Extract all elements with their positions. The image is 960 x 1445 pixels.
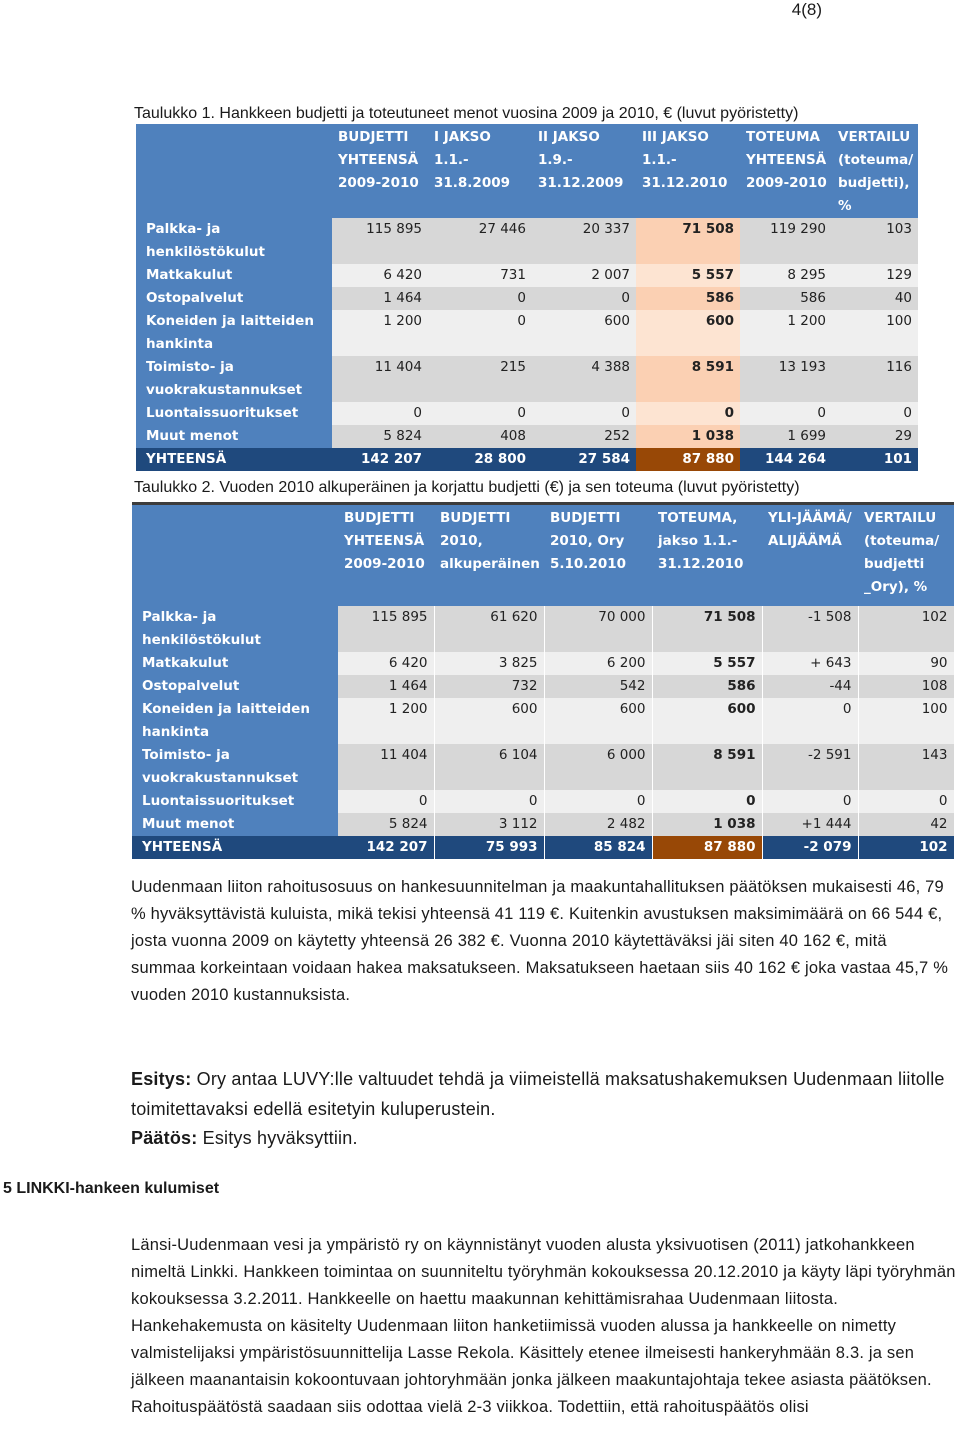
table-cell: 3 825 xyxy=(434,652,544,675)
table-cell: 1 200 xyxy=(740,310,832,356)
proposal-line xyxy=(131,1065,951,1124)
table-cell: 6 104 xyxy=(434,744,544,790)
table-cell: 0 xyxy=(338,790,434,813)
table-cell: 1 464 xyxy=(338,675,434,698)
table-cell: 20 337 xyxy=(532,218,636,264)
table-cell: 102 xyxy=(858,606,954,652)
row-label: YHTEENSÄ xyxy=(136,448,332,471)
header-cell: TOTEUMA, jakso 1.1.- 31.12.2010 xyxy=(652,504,762,606)
table-cell: 11 404 xyxy=(338,744,434,790)
table-cell: 5 557 xyxy=(636,264,740,287)
funding-paragraph: Uudenmaan liiton rahoitusosuus on hankesuunnitelman ja maakuntahallituksen päätöksen mukaisesti 46, 79 % hyväksyttävistä kuluista, mikä tekisi yhteensä 41 119 €. Kuitenkin avustuksen maksimimäärä on 66 544 €, josta vuonna 2009 on käytetty yhteensä 26 382 €. Vuonna 2010 käytettäväksi jäi siten 40 162 €, mitä summaa korkeintaan voidaan hakea maksatukseen. Maksatukseen haetaan siis 40 162 € joka vastaa 45,7 % vuoden 2010 kustannuksista. xyxy=(131,878,949,1004)
table-cell: 71 508 xyxy=(636,218,740,264)
table-cell: -2 591 xyxy=(762,744,858,790)
table-row xyxy=(132,698,954,744)
table-cell: 27 446 xyxy=(428,218,532,264)
table-cell: + 643 xyxy=(762,652,858,675)
table-cell: 102 xyxy=(858,836,954,859)
table-cell: 42 xyxy=(858,813,954,836)
table-cell: 600 xyxy=(652,698,762,744)
header-cell: II JAKSO 1.9.- 31.12.2009 xyxy=(532,124,636,218)
table-cell: -44 xyxy=(762,675,858,698)
table-cell: 8 591 xyxy=(652,744,762,790)
table-cell: 71 508 xyxy=(652,606,762,652)
table-cell: 0 xyxy=(858,790,954,813)
table-cell: 90 xyxy=(858,652,954,675)
table-cell: 0 xyxy=(532,287,636,310)
table-cell: 142 207 xyxy=(332,448,428,471)
table-cell: 61 620 xyxy=(434,606,544,652)
header-cell: BUDJETTI 2010, Ory 5.10.2010 xyxy=(544,504,652,606)
table-row xyxy=(136,287,918,310)
header-cell: III JAKSO 1.1.- 31.12.2010 xyxy=(636,124,740,218)
table-cell: 108 xyxy=(858,675,954,698)
table-row xyxy=(132,790,954,813)
table-cell: 2 482 xyxy=(544,813,652,836)
table-cell: 0 xyxy=(544,790,652,813)
budget-2010-table xyxy=(132,502,955,859)
table-cell: +1 444 xyxy=(762,813,858,836)
row-label: Luontaissuoritukset xyxy=(136,402,332,425)
table-cell: 1 699 xyxy=(740,425,832,448)
table-cell: 40 xyxy=(832,287,918,310)
table-cell: 6 420 xyxy=(338,652,434,675)
table-row xyxy=(132,744,954,790)
header-cell: VERTAILU (toteuma/ budjetti), % xyxy=(832,124,918,218)
table-cell: 129 xyxy=(832,264,918,287)
header-cell: BUDJETTI YHTEENSÄ 2009-2010 xyxy=(332,124,428,218)
table-cell: 8 591 xyxy=(636,356,740,402)
table-cell: 119 290 xyxy=(740,218,832,264)
table-cell: 600 xyxy=(544,698,652,744)
table-cell: 0 xyxy=(636,402,740,425)
table-cell: 5 557 xyxy=(652,652,762,675)
table-cell: 144 264 xyxy=(740,448,832,471)
decision-line xyxy=(131,1124,951,1154)
decision-label: Päätös: xyxy=(131,1128,198,1148)
table-cell: 586 xyxy=(740,287,832,310)
table-cell: 13 193 xyxy=(740,356,832,402)
row-label: Toimisto- ja vuokrakustannukset xyxy=(132,744,338,790)
table2-caption: Taulukko 2. Vuoden 2010 alkuperäinen ja korjattu budjetti (€) ja sen toteuma (luvut pyöristetty) xyxy=(134,479,800,496)
table-cell: 0 xyxy=(762,698,858,744)
table-cell: 732 xyxy=(434,675,544,698)
row-label: Toimisto- ja vuokrakustannukset xyxy=(136,356,332,402)
row-label: YHTEENSÄ xyxy=(132,836,338,859)
row-label: Ostopalvelut xyxy=(132,675,338,698)
table1-caption: Taulukko 1. Hankkeen budjetti ja toteutuneet menot vuosina 2009 ja 2010, € (luvut pyöristetty) xyxy=(134,105,799,122)
table-row xyxy=(136,218,918,264)
header-cell: VERTAILU (toteuma/ budjetti _Ory), % xyxy=(858,504,954,606)
row-label: Palkka- ja henkilöstökulut xyxy=(132,606,338,652)
table-total-row xyxy=(132,836,954,859)
table-cell: 115 895 xyxy=(332,218,428,264)
row-label: Koneiden ja laitteiden hankinta xyxy=(132,698,338,744)
table-cell: 1 200 xyxy=(338,698,434,744)
row-label: Luontaissuoritukset xyxy=(132,790,338,813)
table-row xyxy=(132,675,954,698)
table-cell: 600 xyxy=(636,310,740,356)
table-cell: 1 038 xyxy=(636,425,740,448)
table-cell: 0 xyxy=(652,790,762,813)
row-label: Palkka- ja henkilöstökulut xyxy=(136,218,332,264)
table-cell: 143 xyxy=(858,744,954,790)
table-cell: 116 xyxy=(832,356,918,402)
table-cell: 0 xyxy=(434,790,544,813)
table-cell: 542 xyxy=(544,675,652,698)
table-cell: 6 420 xyxy=(332,264,428,287)
table-cell: 215 xyxy=(428,356,532,402)
table-cell: 252 xyxy=(532,425,636,448)
table-cell: 1 038 xyxy=(652,813,762,836)
row-label: Ostopalvelut xyxy=(136,287,332,310)
table-cell: 101 xyxy=(832,448,918,471)
table-cell: 5 824 xyxy=(332,425,428,448)
table-cell: 28 800 xyxy=(428,448,532,471)
table-cell: 3 112 xyxy=(434,813,544,836)
table-cell: 6 000 xyxy=(544,744,652,790)
header-cell xyxy=(132,504,338,606)
table-cell: 142 207 xyxy=(338,836,434,859)
table-cell: -1 508 xyxy=(762,606,858,652)
table-cell: 11 404 xyxy=(332,356,428,402)
table-cell: 29 xyxy=(832,425,918,448)
table-cell: 0 xyxy=(428,402,532,425)
row-label: Muut menot xyxy=(132,813,338,836)
header-cell: BUDJETTI YHTEENSÄ 2009-2010 xyxy=(338,504,434,606)
table-row xyxy=(132,606,954,652)
table-cell: 1 464 xyxy=(332,287,428,310)
table-cell: 600 xyxy=(434,698,544,744)
proposal-text: Ory antaa LUVY:lle valtuudet tehdä ja viimeistellä maksatushakemuksen Uudenmaan liitolle toimitettavaksi edellä esitetyin kuluperustein. xyxy=(131,1069,945,1119)
row-label: Matkakulut xyxy=(136,264,332,287)
table-cell: 0 xyxy=(532,402,636,425)
table-cell: 586 xyxy=(652,675,762,698)
table-cell: 600 xyxy=(532,310,636,356)
table-cell: 731 xyxy=(428,264,532,287)
table-cell: 75 993 xyxy=(434,836,544,859)
table-cell: 4 388 xyxy=(532,356,636,402)
table-row xyxy=(136,310,918,356)
table-cell: 1 200 xyxy=(332,310,428,356)
table-cell: 85 824 xyxy=(544,836,652,859)
table-cell: 0 xyxy=(762,790,858,813)
table-row xyxy=(136,264,918,287)
table-cell: 103 xyxy=(832,218,918,264)
table-cell: 0 xyxy=(428,310,532,356)
table-cell: 87 880 xyxy=(652,836,762,859)
table-row xyxy=(136,356,918,402)
table-cell: 5 824 xyxy=(338,813,434,836)
table-total-row xyxy=(136,448,918,471)
header-cell: YLI-JÄÄMÄ/ ALIJÄÄMÄ xyxy=(762,504,858,606)
header-cell: I JAKSO 1.1.- 31.8.2009 xyxy=(428,124,532,218)
proposal-block xyxy=(131,1065,951,1154)
table-row xyxy=(136,402,918,425)
linkki-paragraph: Länsi-Uudenmaan vesi ja ympäristö ry on käynnistänyt vuoden alusta yksivuotisen (2011) jatkohankkeen nimeltä Linkki. Hankkeen toimintaa on suunniteltu työryhmän kokouksessa 20.12.2010 ja käyty läpi työryhmän kokouksessa 3.2.2011. Hankkeelle on haettu maakunnan kehittämisrahaa Uudenmaan liitosta. Hankehakemusta on käsitelty Uudenmaan liiton hanketiimissä vuoden alussa ja hankkeelle on nimetty valmistelijaksi ympäristösuunnittelija Lasse Rekola. Käsittely etenee ilmeisesti hankeryhmään 8.3. ja sen jälkeen maanantaisin kokoontuvaan johtoryhmään jonka jälkeen maakuntajohtaja tekee asiasta päätöksen. Rahoituspäätöstä saadaan siis odottaa vielä 2-3 viikkoa. Todettiin, että rahoituspäätös olisi xyxy=(131,1236,956,1416)
table-cell: 100 xyxy=(858,698,954,744)
row-label: Muut menot xyxy=(136,425,332,448)
table-row xyxy=(132,652,954,675)
table-cell: 115 895 xyxy=(338,606,434,652)
table-cell: 27 584 xyxy=(532,448,636,471)
decision-text: Esitys hyväksyttiin. xyxy=(197,1128,358,1148)
header-cell xyxy=(136,124,332,218)
header-cell: BUDJETTI 2010, alkuperäinen xyxy=(434,504,544,606)
table-row xyxy=(132,813,954,836)
table-cell: 8 295 xyxy=(740,264,832,287)
page-number: 4(8) xyxy=(791,0,822,19)
table-cell: 6 200 xyxy=(544,652,652,675)
table-cell: 586 xyxy=(636,287,740,310)
row-label: Koneiden ja laitteiden hankinta xyxy=(136,310,332,356)
table-cell: 0 xyxy=(428,287,532,310)
table-cell: -2 079 xyxy=(762,836,858,859)
table-cell: 2 007 xyxy=(532,264,636,287)
proposal-label: Esitys: xyxy=(131,1069,192,1089)
header-cell: TOTEUMA YHTEENSÄ 2009-2010 xyxy=(740,124,832,218)
table-cell: 408 xyxy=(428,425,532,448)
table-cell: 0 xyxy=(740,402,832,425)
table-row xyxy=(136,425,918,448)
table-cell: 70 000 xyxy=(544,606,652,652)
table-cell: 100 xyxy=(832,310,918,356)
budget-table xyxy=(136,124,918,471)
table-cell: 87 880 xyxy=(636,448,740,471)
row-label: Matkakulut xyxy=(132,652,338,675)
section-heading: 5 LINKKI-hankeen kulumiset xyxy=(3,1180,220,1197)
table-cell: 0 xyxy=(832,402,918,425)
table-cell: 0 xyxy=(332,402,428,425)
